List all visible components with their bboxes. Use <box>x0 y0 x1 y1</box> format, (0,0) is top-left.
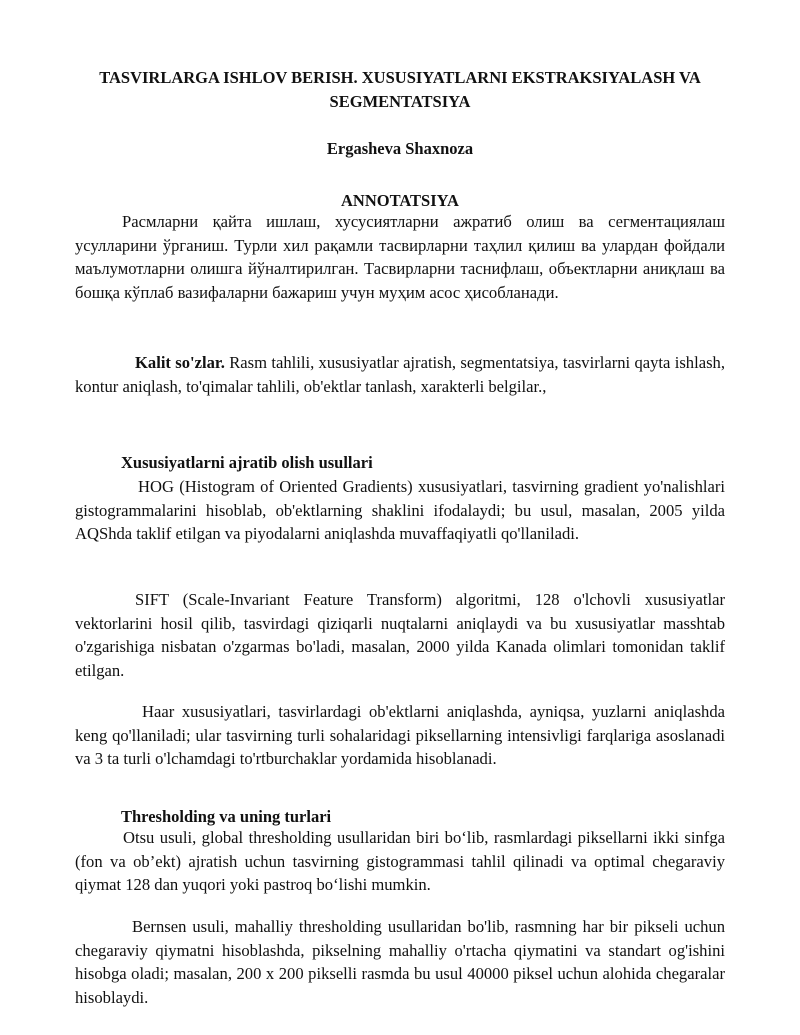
paragraph-haar: Haar xususiyatlari, tasvirlardagi ob'ektlarni aniqlashda, ayniqsa, yuzlarni aniqlashda keng qo'llaniladi; ular tasvirning turli sohalaridagi piksellarning intensivligi farqlariga asoslanadi va 3 ta turli o'lchamdagi to'rtburchaklar yordamida hisoblanadi. <box>75 702 725 769</box>
section-heading-feature-extraction: Xususiyatlarni ajratib olish usullari <box>121 453 373 472</box>
annotation-heading: ANNOTATSIYA <box>341 191 459 210</box>
keywords-paragraph <box>75 351 725 398</box>
keywords-text: Rasm tahlili, xususiyatlar ajratish, segmentatsiya, tasvirlarni qayta ishlash, kontur aniqlash, to'qimalar tahlili, ob'ektlar tanlash, xarakterli belgilar., <box>75 353 725 396</box>
paragraph-bernsen: Bernsen usuli, mahalliy thresholding usullaridan bo'lib, rasmning har bir pikseli uchun chegaraviy qiymatni hisoblashda, pikselning mahalliy o'rtacha qiymatini va standart og'ishini hisobga oladi; masalan, 200 x 200 pikselli rasmda bu usul 40000 piksel uchun alohida chegaralar hisoblaydi. <box>75 917 725 1007</box>
section-heading-thresholding: Thresholding va uning turlari <box>121 807 332 826</box>
keywords-label: Kalit so'zlar. <box>135 353 225 372</box>
author-name: Ergasheva Shaxnoza <box>326 139 474 158</box>
paper-title: TASVIRLARGA ISHLOV BERISH. XUSUSIYATLARNI EKSTRAKSIYALASH VA SEGMENTATSIYA <box>99 68 701 111</box>
paragraph-hog: HOG (Histogram of Oriented Gradients) xususiyatlari, tasvirning gradient yo'nalishlari gistogrammalarini hisoblab, ob'ektlarning shaklini ifodalaydi; bu usul, masalan, 2005 yilda AQShda taklif etilgan va piyodalarni aniqlashda muvaffaqiyatli qo'llaniladi. <box>75 477 725 544</box>
annotation-paragraph: Расмларни қайта ишлаш, хусусиятларни ажратиб олиш ва сегментациялаш усулларини ўрганиш. Турли хил рақамли тасвирларни таҳлил қилиш ва улардан фойдали маълумотларни олишга йўналтирилган. Тасвирларни таснифлаш, объектларни аниқлаш ва бошқа кўплаб вазифаларни бажариш учун муҳим асос ҳисобланади. <box>75 212 725 302</box>
paragraph-sift: SIFT (Scale-Invariant Feature Transform) algoritmi, 128 o'lchovli xususiyatlar vektorlarini hosil qilib, tasvirdagi qiziqarli nuqtalarni aniqlaydi va bu xususiyatlar masshtab o'zgarishiga nisbatan o'zgarmas bo'ladi, masalan, 2000 yilda Kanada olimlari tomonidan taklif etilgan. <box>75 590 725 680</box>
paragraph-otsu: Otsu usuli, global thresholding usullaridan biri bo‘lib, rasmlardagi piksellarni ikki sinfga (fon va ob’ekt) ajratish uchun tasvirning gistogrammasi tahlil qilinadi va optimal chegaraviy qiymat 128 dan yuqori yoki pastroq bo‘lishi mumkin. <box>75 828 725 895</box>
